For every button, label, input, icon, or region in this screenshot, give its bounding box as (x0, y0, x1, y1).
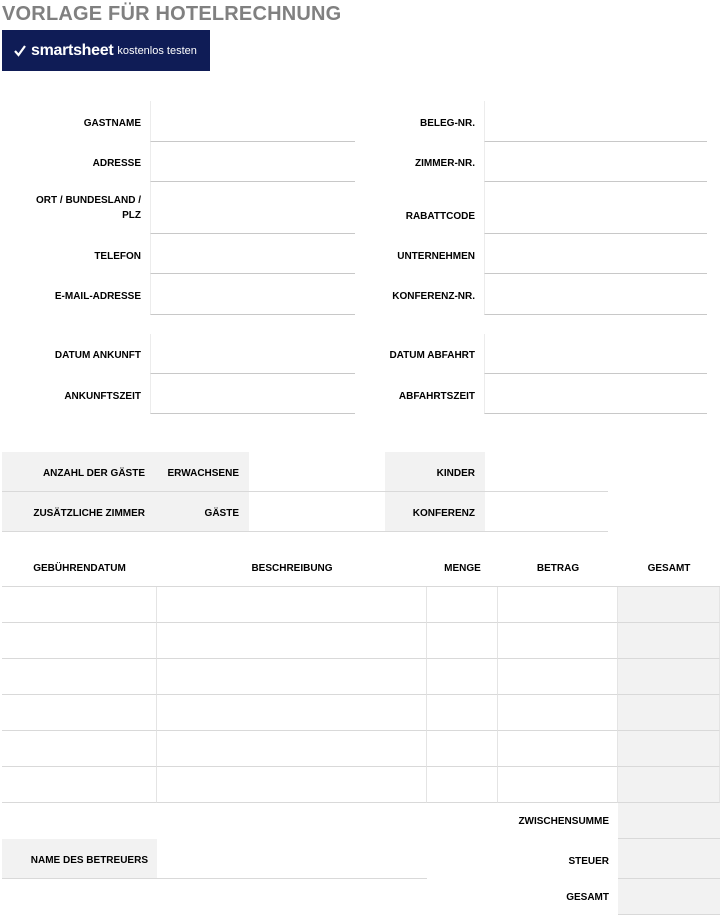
col-charge-date: GEBÜHRENDATUM (33, 563, 126, 574)
zip-label-line: PLZ (122, 210, 141, 221)
guests-label: GÄSTE (204, 508, 239, 519)
quantity-cell[interactable] (427, 587, 498, 623)
total-cell[interactable] (618, 767, 720, 803)
page-title: VORLAGE FÜR HOTELRECHNUNG (2, 3, 342, 25)
quantity-cell[interactable] (427, 659, 498, 695)
total-cell[interactable] (618, 623, 720, 659)
email-field[interactable] (150, 274, 355, 315)
guest-name-label: GASTNAME (83, 118, 141, 129)
discount-code-label: RABATTCODE (405, 211, 475, 222)
description-cell[interactable] (157, 623, 427, 659)
email-label: E-MAIL-ADRESSE (54, 291, 141, 302)
attendant-field[interactable] (157, 839, 427, 879)
adults-label: ERWACHSENE (167, 468, 239, 479)
receipt-number-label: BELEG-NR. (420, 118, 475, 129)
subtotal-field[interactable] (618, 803, 720, 839)
amount-cell[interactable] (498, 731, 618, 767)
total-cell[interactable] (618, 587, 720, 623)
departure-time-label: ABFAHRTSZEIT (398, 391, 475, 402)
description-cell[interactable] (157, 731, 427, 767)
amount-cell[interactable] (498, 695, 618, 731)
arrival-time-label: ANKUNFTSZEIT (64, 391, 141, 402)
conference-label: KONFERENZ (412, 508, 475, 519)
company-field[interactable] (484, 234, 707, 274)
brand-name: smartsheet (31, 41, 114, 59)
city-state-label-line: ORT / BUNDESLAND / (36, 195, 141, 206)
charge-date-cell[interactable] (2, 623, 157, 659)
room-number-label: ZIMMER-NR. (415, 158, 475, 169)
col-total: GESAMT (647, 563, 691, 574)
subtotal-label: ZWISCHENSUMME (518, 816, 609, 827)
discount-code-field[interactable] (484, 182, 707, 234)
arrival-date-field[interactable] (150, 334, 355, 374)
phone-label: TELEFON (94, 251, 141, 262)
charge-date-cell[interactable] (2, 767, 157, 803)
grand-total-field[interactable] (618, 879, 720, 915)
departure-date-field[interactable] (484, 334, 707, 374)
quantity-cell[interactable] (427, 623, 498, 659)
address-field[interactable] (150, 142, 355, 182)
extra-rooms-label: ZUSÄTZLICHE ZIMMER (33, 508, 145, 519)
amount-cell[interactable] (498, 623, 618, 659)
col-description: BESCHREIBUNG (251, 563, 333, 574)
adults-field[interactable] (249, 452, 385, 492)
checkmark-icon (14, 45, 26, 57)
city-state-zip-field[interactable] (150, 182, 355, 234)
phone-field[interactable] (150, 234, 355, 274)
conference-number-label: KONFERENZ-NR. (392, 291, 475, 302)
charge-date-cell[interactable] (2, 695, 157, 731)
total-cell[interactable] (618, 659, 720, 695)
conference-field[interactable] (485, 492, 608, 532)
guest-count-label-cell (2, 452, 155, 492)
room-number-field[interactable] (484, 142, 707, 182)
description-cell[interactable] (157, 695, 427, 731)
charge-date-cell[interactable] (2, 587, 157, 623)
description-cell[interactable] (157, 767, 427, 803)
total-cell[interactable] (618, 731, 720, 767)
quantity-cell[interactable] (427, 767, 498, 803)
col-quantity: MENGE (444, 563, 481, 574)
tax-label: STEUER (568, 856, 609, 867)
guests-label-cell (155, 492, 249, 532)
quantity-cell[interactable] (427, 695, 498, 731)
arrival-time-field[interactable] (150, 374, 355, 414)
address-label: ADRESSE (92, 158, 141, 169)
guest-count-label: ANZAHL DER GÄSTE (42, 468, 145, 479)
conference-label-cell (385, 492, 485, 532)
children-label: KINDER (436, 468, 475, 479)
conference-number-field[interactable] (484, 274, 707, 315)
arrival-date-label: DATUM ANKUNFT (54, 350, 141, 361)
description-cell[interactable] (157, 587, 427, 623)
tax-field[interactable] (618, 839, 720, 879)
quantity-cell[interactable] (427, 731, 498, 767)
departure-date-label: DATUM ABFAHRT (389, 350, 475, 361)
company-label: UNTERNEHMEN (397, 251, 475, 262)
children-field[interactable] (485, 452, 608, 492)
attendant-label-cell (2, 839, 157, 879)
col-amount: BETRAG (536, 563, 580, 574)
receipt-number-field[interactable] (484, 101, 707, 142)
departure-time-field[interactable] (484, 374, 707, 414)
grand-total-label: GESAMT (566, 892, 609, 903)
adults-label-cell (155, 452, 249, 492)
amount-cell[interactable] (498, 767, 618, 803)
amount-cell[interactable] (498, 659, 618, 695)
charge-date-cell[interactable] (2, 731, 157, 767)
attendant-label: NAME DES BETREUERS (30, 855, 148, 866)
city-state-zip-label (0, 193, 141, 223)
charge-date-cell[interactable] (2, 659, 157, 695)
children-label-cell (385, 452, 485, 492)
total-cell[interactable] (618, 695, 720, 731)
free-trial-link[interactable]: kostenlos testen (117, 44, 197, 57)
description-cell[interactable] (157, 659, 427, 695)
guest-name-field[interactable] (150, 101, 355, 142)
guests-field[interactable] (249, 492, 385, 532)
smartsheet-banner[interactable] (2, 30, 210, 71)
extra-rooms-label-cell (2, 492, 155, 532)
amount-cell[interactable] (498, 587, 618, 623)
